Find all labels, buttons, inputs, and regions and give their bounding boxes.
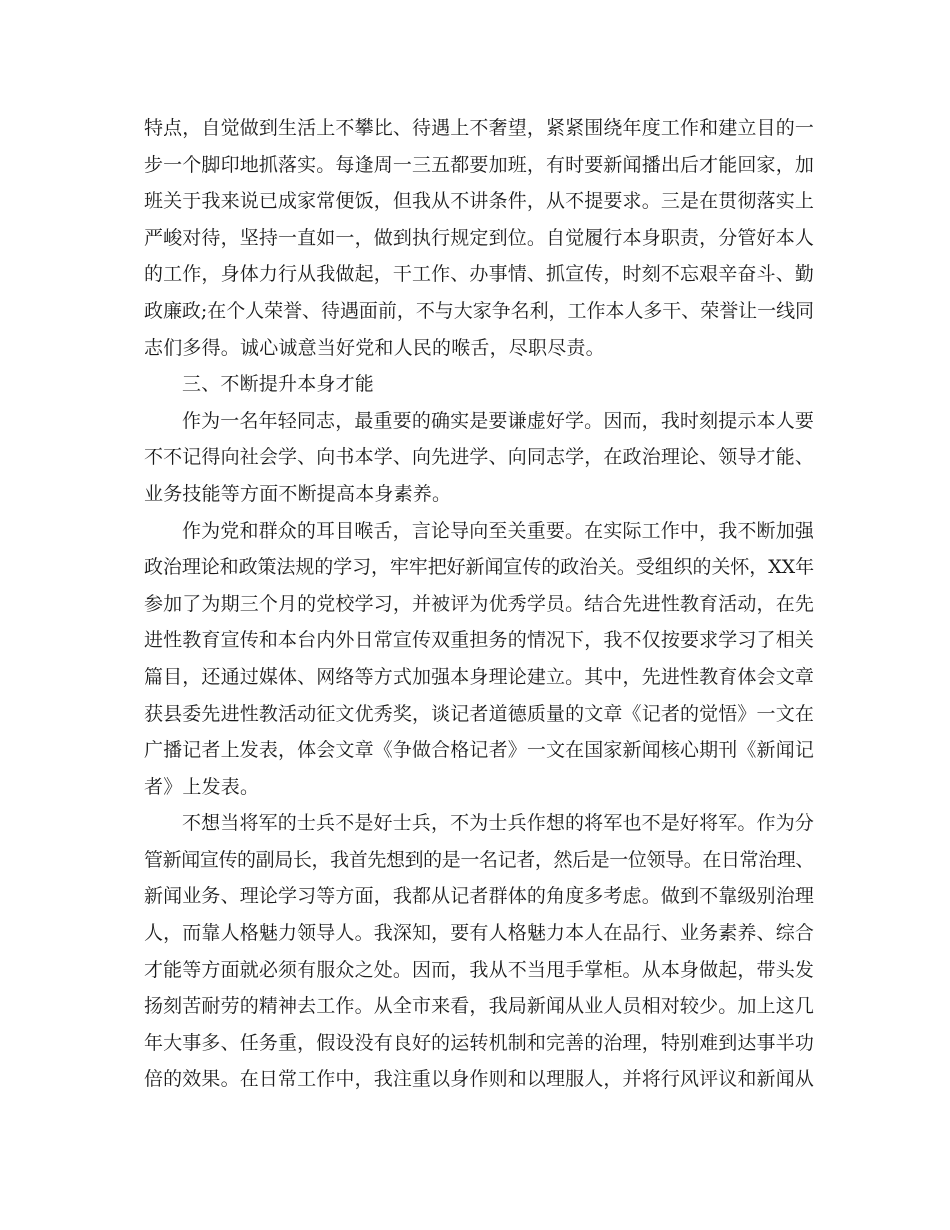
text-line: 业务技能等方面不断提高本身素养。 bbox=[144, 482, 452, 505]
paragraph-first-line: 三、不断提升本身才能 bbox=[182, 373, 375, 396]
text-line: 获县委先进性教活动征文优秀奖，谈记者道德质量的文章《记者的觉悟》一文在 bbox=[144, 702, 814, 725]
text-line: 特点，自觉做到生活上不攀比、待遇上不奢望，紧紧围绕年度工作和建立目的一 bbox=[144, 117, 814, 139]
text-line: 不不记得向社会学、向书本学、向先进学、向同志学，在政治理论、领导才能、 bbox=[144, 446, 814, 469]
text-line: 者》上发表。 bbox=[144, 775, 260, 798]
text-line: 的工作，身体力行从我做起，干工作、办事情、抓宣传，时刻不忘艰辛奋斗、勤 bbox=[144, 263, 814, 286]
text-line: 班关于我来说已成家常便饭，但我从不讲条件，从不提要求。三是在贯彻落实上 bbox=[144, 190, 814, 213]
text-line: 步一个脚印地抓落实。每逢周一三五都要加班，有时要新闻播出后才能回家，加 bbox=[144, 153, 814, 176]
text-line: 广播记者上发表，体会文章《争做合格记者》一文在国家新闻核心期刊《新闻记 bbox=[144, 739, 814, 762]
text-line: 篇目，还通过媒体、网络等方式加强本身理论建立。其中，先进性教育体会文章 bbox=[144, 665, 814, 688]
paragraph-first-line: 不想当将军的士兵不是好士兵，不为士兵作想的将军也不是好将军。作为分 bbox=[182, 812, 814, 835]
paragraph-first-line: 作为党和群众的耳目喉舌，言论导向至关重要。在实际工作中，我不断加强 bbox=[182, 519, 814, 542]
document-body bbox=[144, 110, 814, 1098]
text-line: 严峻对待，坚持一直如一，做到执行规定到位。自觉履行本身职责，分管好本人 bbox=[144, 226, 814, 249]
text-line: 新闻业务、理论学习等方面，我都从记者群体的角度多考虑。做到不靠级别治理 bbox=[144, 885, 814, 908]
text-line: 管新闻宣传的副局长，我首先想到的是一名记者，然后是一位领导。在日常治理、 bbox=[144, 848, 814, 871]
text-line: 才能等方面就必须有服众之处。因而，我从不当甩手掌柜。从本身做起，带头发 bbox=[144, 958, 814, 981]
paragraph-first-line: 作为一名年轻同志，最重要的确实是要谦虚好学。因而，我时刻提示本人要 bbox=[182, 409, 814, 432]
text-line: 参加了为期三个月的党校学习，并被评为优秀学员。结合先进性教育活动，在先 bbox=[144, 592, 814, 615]
text-line: 年大事多、任务重，假设没有良好的运转机制和完善的治理，特别难到达事半功 bbox=[144, 1031, 814, 1054]
text-line: 扬刻苦耐劳的精神去工作。从全市来看，我局新闻从业人员相对较少。加上这几 bbox=[144, 995, 814, 1018]
text-line: 政廉政;在个人荣誉、待遇面前，不与大家争名利，工作本人多干、荣誉让一线同 bbox=[144, 299, 814, 322]
text-line: 进性教育宣传和本台内外日常宣传双重担务的情况下，我不仅按要求学习了相关 bbox=[144, 629, 814, 652]
text-line: 政治理论和政策法规的学习，牢牢把好新闻宣传的政治关。受组织的关怀，XX年 bbox=[144, 556, 814, 579]
text-line: 倍的效果。在日常工作中，我注重以身作则和以理服人，并将行风评议和新闻从 bbox=[144, 1068, 814, 1091]
text-line: 人，而靠人格魅力领导人。我深知，要有人格魅力本人在品行、业务素养、综合 bbox=[144, 922, 814, 945]
text-line: 志们多得。诚心诚意当好党和人民的喉舌，尽职尽责。 bbox=[144, 336, 605, 359]
